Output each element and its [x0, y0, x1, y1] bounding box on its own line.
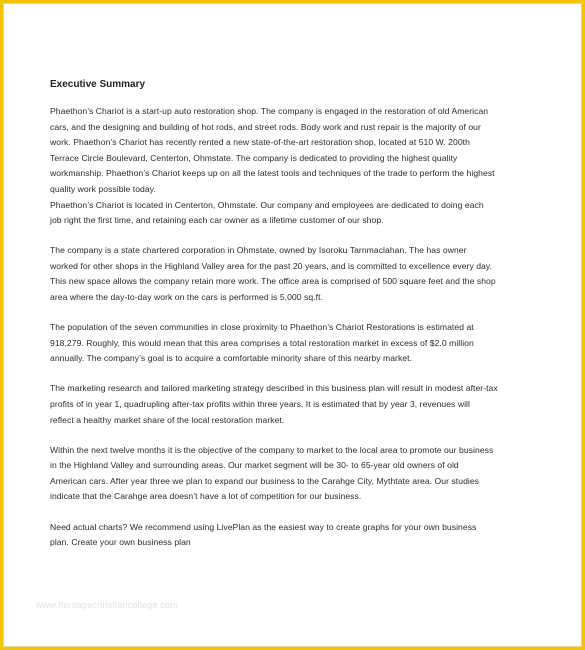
text-line: The marketing research and tailored marketing strategy described in this business plan will result in modest after-tax [50, 383, 498, 394]
text-line: in the Highland Valley and surrounding areas. Our market segment will be 30- to 65-year old owners of old [50, 460, 459, 471]
document-page [3, 3, 582, 647]
text-line: job right the first time, and retaining each car owner as a lifetime customer of our shop. [50, 215, 384, 226]
text-line: profits of in year 1, quadrupling after-tax profits within three years. It is estimated that by year 3, revenues will [50, 399, 470, 409]
text-line: worked for other shops in the Highland Valley area for the past 20 years, and is committed to excellence every day. [50, 260, 493, 271]
document-content [50, 78, 550, 565]
text-line: Phaethon’s Chariot is a start-up auto restoration shop. The company is engaged in the restoration of old American [50, 106, 489, 116]
paragraph-market [50, 320, 550, 367]
watermark-text: www.heritagechristiancollege.com [36, 600, 178, 610]
text-line: Terrace Circle Boulevard, Centerton, Ohmstate. The company is dedicated to providing the highest quality [50, 152, 458, 163]
text-line: American cars. After year three we plan to expand our business to the Carahge City, Mythtate area. Our studies [50, 475, 480, 486]
text-line: quality work possible today. [50, 183, 156, 194]
text-line: area where the day-to-day work on the cars is performed is 5,000 sq.ft. [50, 292, 323, 303]
paragraph-liveplan [50, 520, 550, 551]
text-line: workmanship. Phaethon’s Chariot keeps up on all the latest tools and techniques of the trade to perform the highest [50, 168, 495, 179]
text-line: plan. Create your own business plan [50, 537, 191, 548]
text-line: indicate that the Carahge area doesn’t have a lot of competition for our business. [50, 491, 362, 502]
text-line: work. Phaethon’s Chariot has recently rented a new state-of-the-art restoration shop, located at 510 W. 200th [50, 137, 470, 148]
paragraph-strategy [50, 381, 550, 428]
paragraph-objectives [50, 443, 550, 505]
text-line: Need actual charts? We recommend using LivePlan as the easiest way to create graphs for your own business [50, 521, 477, 532]
text-line: cars, and the designing and building of hot rods, and street rods. Body work and rust repair is the majority of our [50, 121, 481, 132]
text-line: annually. The company’s goal is to acquire a comfortable minority share of this nearby market. [50, 353, 412, 364]
text-line: The company is a state chartered corporation in Ohmstate, owned by Isoroku Tarnmaclahan. The has owner [50, 245, 467, 256]
text-line: The population of the seven communities in close proximity to Phaethon’s Chariot Restorations is estimated at [50, 322, 474, 333]
text-line: Phaethon’s Chariot is located in Centerton, Ohmstate. Our company and employees are dedicated to doing each [50, 199, 484, 210]
text-line: reflect a healthy market share of the local restoration market. [50, 414, 285, 425]
text-line: This new space allows the company retain more work. The office area is comprised of 500 square feet and the shop [50, 276, 496, 287]
text-line: 918,279. Roughly, this would mean that this area comprises a total restoration market in excess of $2.0 million [50, 337, 474, 348]
paragraph-intro [50, 104, 550, 229]
document-title: Executive Summary [50, 79, 146, 90]
paragraph-ownership [50, 243, 550, 305]
text-line: Within the next twelve months it is the objective of the company to market to the local area to promote our business [50, 444, 494, 455]
